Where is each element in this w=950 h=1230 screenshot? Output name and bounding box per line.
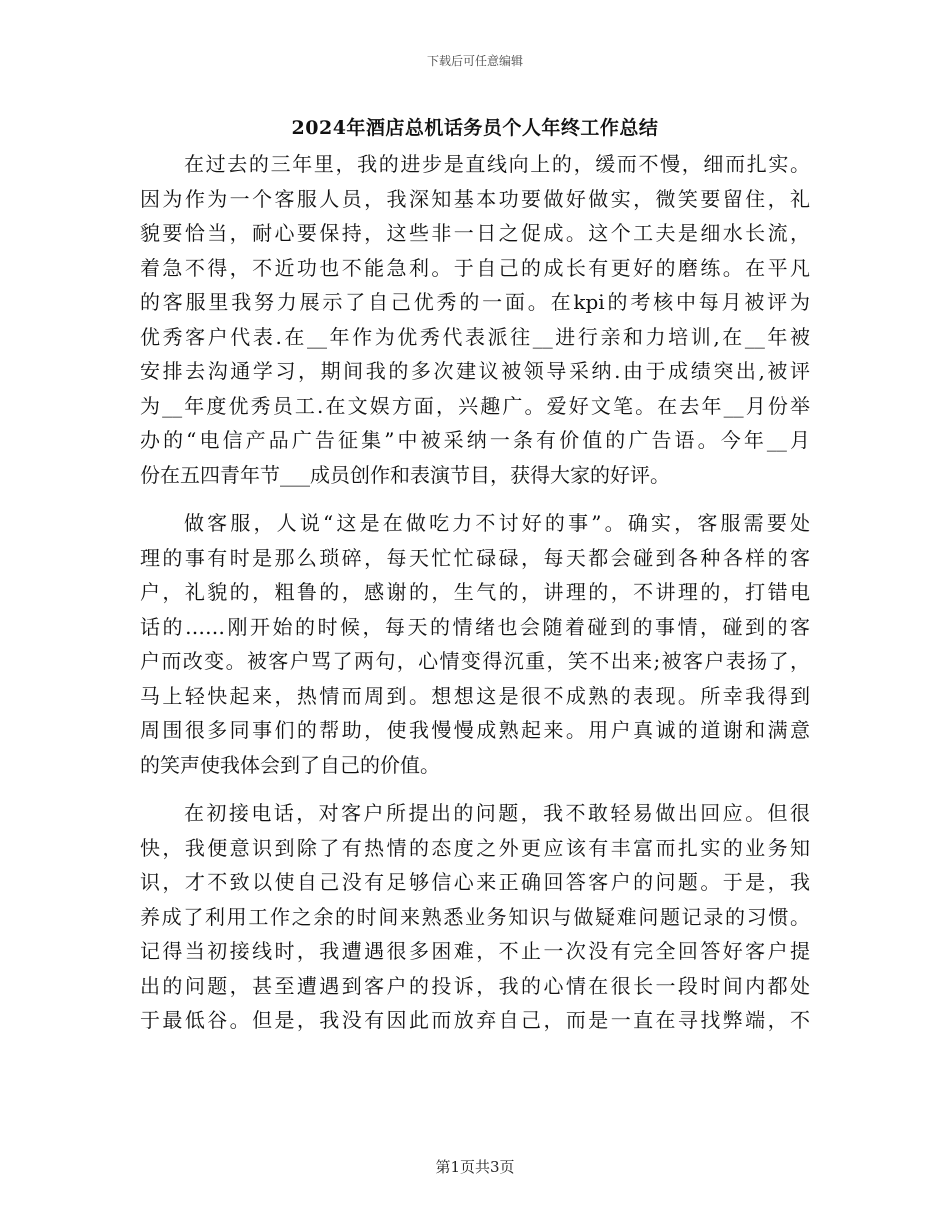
text-line: 户，礼貌的，粗鲁的，感谢的，生气的，讲理的，不讲理的，打错电 xyxy=(140,580,810,604)
text-line: 貌要恰当，耐心要保持，这些非一日之促成。这个工夫是细水长流， xyxy=(140,221,810,245)
text-line: 养成了利用工作之余的时间来熟悉业务知识与做疑难问题记录的习惯。 xyxy=(140,904,810,929)
text-line: 做客服，人说“这是在做吃力不讨好的事”。确实，客服需要处 xyxy=(184,511,810,535)
text-line: 快，我便意识到除了有热情的态度之外更应该有丰富而扎实的业务知 xyxy=(140,835,810,860)
page-number: 第1页共3页 xyxy=(435,1158,515,1176)
text-line: 优秀客户代表.在__年作为优秀代表派往__进行亲和力培训,在__年被 xyxy=(140,324,810,349)
paragraph xyxy=(140,147,810,492)
page-header-note: 下载后可任意编辑 xyxy=(426,54,523,68)
document-body xyxy=(140,147,810,1038)
document-title: 2024年酒店总机话务员个人年终工作总结 xyxy=(291,117,659,139)
text-line: 在初接电话，对客户所提出的问题，我不敢轻易做出回应。但很 xyxy=(184,801,810,825)
text-line: 因为作为一个客服人员，我深知基本功要做好做实，微笑要留住，礼 xyxy=(140,186,810,211)
text-line: 为__年度优秀员工.在文娱方面，兴趣广。爱好文笔。在去年__月份举 xyxy=(140,393,810,418)
paragraph-gap xyxy=(140,492,810,506)
text-line: 户而改变。被客户骂了两句，心情变得沉重，笑不出来;被客户表扬了， xyxy=(140,649,810,673)
text-line: 安排去沟通学习，期间我的多次建议被领导采纳.由于成绩突出,被评 xyxy=(140,359,810,383)
text-line: 的客服里我努力展示了自己优秀的一面。在kpi的考核中每月被评为 xyxy=(140,290,810,314)
text-line: 在过去的三年里，我的进步是直线向上的，缓而不慢，细而扎实。 xyxy=(184,152,810,176)
paragraph xyxy=(140,506,810,782)
text-line: 份在五四青年节___成员创作和表演节目，获得大家的好评。 xyxy=(140,462,670,487)
text-line: 记得当初接线时，我遭遇很多困难，不止一次没有完全回答好客户提 xyxy=(140,939,810,963)
text-line: 马上轻快起来，热情而周到。想想这是很不成熟的表现。所幸我得到 xyxy=(140,683,810,708)
paragraph-gap xyxy=(140,782,810,796)
text-line: 于最低谷。但是，我没有因此而放弃自己，而是一直在寻找弊端，不 xyxy=(140,1008,810,1032)
text-line: 理的事有时是那么琐碎，每天忙忙碌碌，每天都会碰到各种各样的客 xyxy=(140,545,810,570)
text-line: 着急不得，不近功也不能急利。于自己的成长有更好的磨练。在平凡 xyxy=(140,255,810,280)
text-line: 话的……刚开始的时候，每天的情绪也会随着碰到的事情，碰到的客 xyxy=(140,614,810,639)
text-line: 出的问题，甚至遭遇到客户的投诉，我的心情在很长一段时间内都处 xyxy=(140,973,810,998)
text-line: 办的“电信产品广告征集”中被采纳一条有价值的广告语。今年__月 xyxy=(140,428,810,452)
text-line: 识，才不致以使自己没有足够信心来正确回答客户的问题。于是，我 xyxy=(140,870,810,894)
text-line: 的笑声使我体会到了自己的价值。 xyxy=(140,752,440,777)
paragraph xyxy=(140,796,810,1038)
text-line: 周围很多同事们的帮助，使我慢慢成熟起来。用户真诚的道谢和满意 xyxy=(140,718,810,742)
